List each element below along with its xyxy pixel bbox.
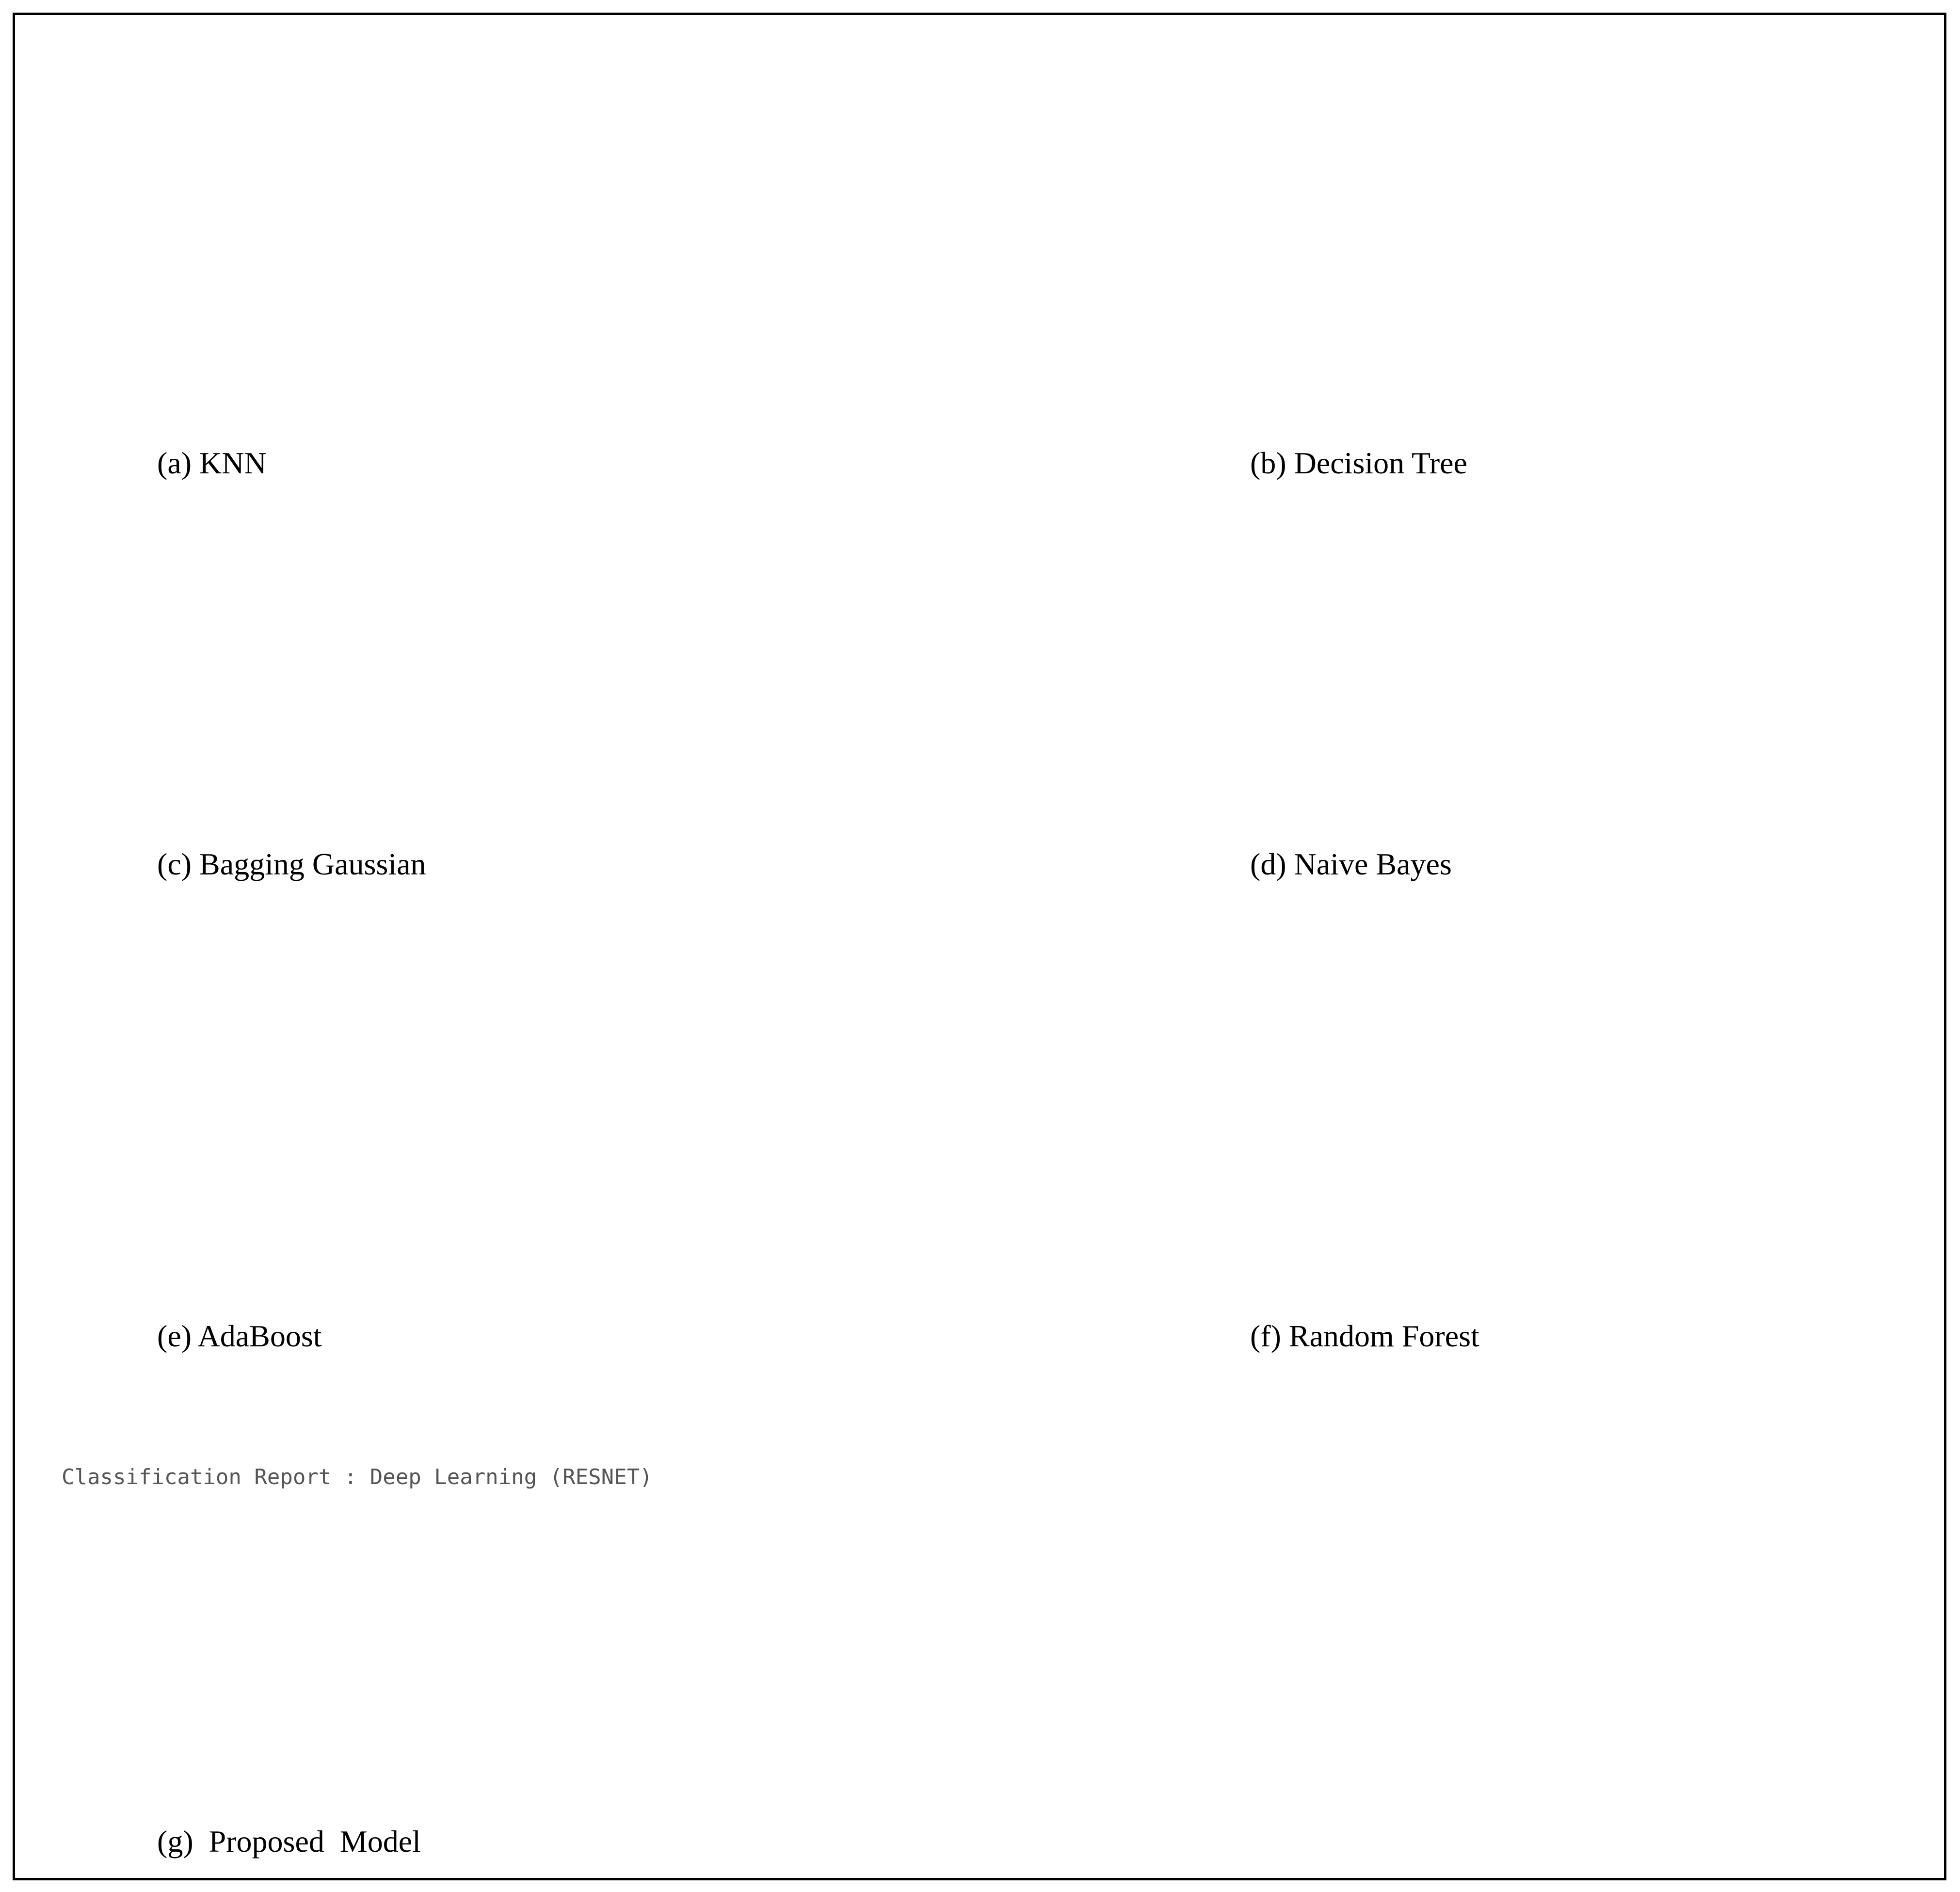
report-title: Classification Report : Deep Learning (RESNET) <box>62 1465 653 1489</box>
caption-proposed-model: (g) Proposed Model <box>157 1824 421 1859</box>
caption-adaboost: (e) AdaBoost <box>157 1319 322 1353</box>
caption-random-forest: (f) Random Forest <box>1250 1319 1479 1353</box>
caption-bagging-gaussian: (c) Bagging Gaussian <box>157 847 426 881</box>
caption-knn: (a) KNN <box>157 446 267 480</box>
figure-frame <box>13 13 1946 1880</box>
caption-naive-bayes: (d) Naive Bayes <box>1250 847 1452 881</box>
caption-decision-tree: (b) Decision Tree <box>1250 446 1467 480</box>
